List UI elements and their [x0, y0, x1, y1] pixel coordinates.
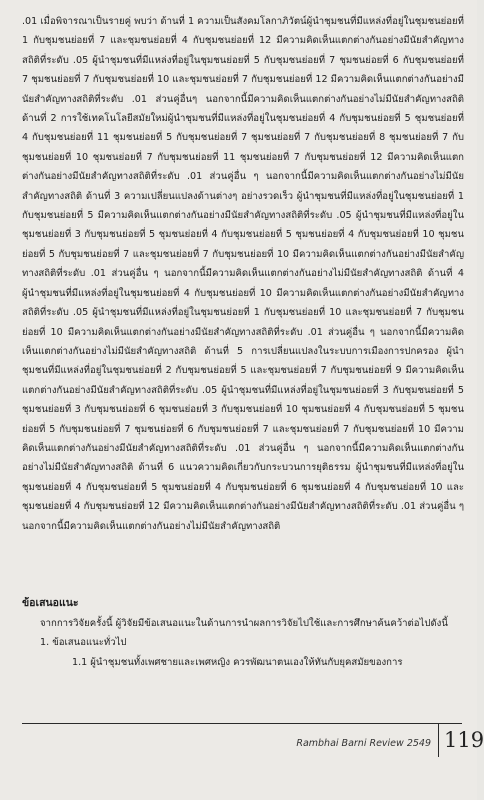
journal-name: Rambhai Barni Review 2549	[296, 738, 431, 749]
footer-divider	[22, 723, 462, 724]
body-paragraph: .01 เมื่อพิจารณาเป็นรายคู่ พบว่า ด้านที่ 1 ความเป็นสังคมโลกาภิวัตน์ผู้นำชุมชนที่มีแหล่งที่อยู่ในชุมชนย่อยที่ 1 กับชุมชนย่อยที่ 7 และชุมชนย่อยที่ 4 กับชุมชนย่อยที่ 12 มีความคิดเห็นแตกต่างกันอย่างมีนัยสำคัญทางสถิติที่ระดับ .05 ผู้นำชุมชนที่มีแหล่งที่อยู่ในชุมชนย่อยที่ 5 กับชุมชนย่อยที่ 7 ชุมชนย่อยที่ 6 กับชุมชนย่อยที่ 7 ชุมชนย่อยที่ 7 กับชุมชนย่อยที่ 10 และชุมชนย่อยที่ 7 กับชุมชนย่อยที่ 12 มีความคิดเห็นแตกต่างกันอย่างมีนัยสำคัญทางสถิติที่ระดับ .01 ส่วนคู่อื่นๆ นอกจากนี้มีความคิดเห็นแตกต่างกันอย่างไม่มีนัยสำคัญทางสถิติ ด้านที่ 2 การใช้เทคโนโลยีสมัยใหม่ผู้นำชุมชนที่มีแหล่งที่อยู่ในชุมชนย่อยที่ 4 กับชุมชนย่อยที่ 5 ชุมชนย่อยที่ 4 กับชุมชนย่อยที่ 11 ชุมชนย่อยที่ 5 กับชุมชนย่อยที่ 7 ชุมชนย่อยที่ 7 กับชุมชนย่อยที่ 8 ชุมชนย่อยที่ 7 กับชุมชนย่อยที่ 10 ชุมชนย่อยที่ 7 กับชุมชนย่อยที่ 11 ชุมชนย่อยที่ 7 กับชุมชนย่อยที่ 12 มีความคิดเห็นแตกต่างกันอย่างมีนัยสำคัญทางสถิติที่ระดับ .01 ส่วนคู่อื่น ๆ นอกจากนี้มีความคิดเห็นแตกต่างกันอย่างไม่มีนัยสำคัญทางสถิติ ด้านที่ 3 ความเปลี่ยนแปลงด้านต่างๆ อย่างรวดเร็ว ผู้นำชุมชนที่มีแหล่งที่อยู่ในชุมชนย่อยที่ 1 กับชุมชนย่อยที่ 5 มีความคิดเห็นแตกต่างกันอย่างมีนัยสำคัญทางสถิติที่ระดับ .05 ผู้นำชุมชนที่มีแหล่งที่อยู่ในชุมชนย่อยที่ 3 กับชุมชนย่อยที่ 5 ชุมชนย่อยที่ 4 กับชุมชนย่อยที่ 5 ชุมชนย่อยที่ 4 กับชุมชนย่อยที่ 10 ชุมชนย่อยที่ 5 กับชุมชนย่อยที่ 7 และชุมชนย่อยที่ 7 กับชุมชนย่อยที่ 10 มีความคิดเห็นแตกต่างกันอย่างมีนัยสำคัญทางสถิติที่ระดับ .01 ส่วนคู่อื่น ๆ นอกจากนี้มีความคิดเห็นแตกต่างกันอย่างไม่มีนัยสำคัญทางสถิติ ด้านที่ 4 ผู้นำชุมชนที่มีแหล่งที่อยู่ในชุมชนย่อยที่ 4 กับชุมชนย่อยที่ 10 มีความคิดเห็นแตกต่างกันอย่างมีนัยสำคัญทางสถิติที่ระดับ .05 ผู้นำชุมชนที่มีแหล่งที่อยู่ในชุมชนย่อยที่ 1 กับชุมชนย่อยที่ 10 และชุมชนย่อยที่ 7 กับชุมชนย่อยที่ 10 มีความคิดเห็นแตกต่างกันอย่างมีนัยสำคัญทางสถิติที่ระดับ .01 ส่วนคู่อื่น ๆ นอกจากนี้มีความคิดเห็นแตกต่างกันอย่างไม่มีนัยสำคัญทางสถิติ ด้านที่ 5 การเปลี่ยนแปลงในระบบการเมืองการปกครอง ผู้นำชุมชนที่มีแหล่งที่อยู่ในชุมชนย่อยที่ 2 กับชุมชนย่อยที่ 5 และชุมชนย่อยที่ 7 กับชุมชนย่อยที่ 9 มีความคิดเห็นแตกต่างกันอย่างมีนัยสำคัญทางสถิติที่ระดับ .05 ผู้นำชุมชนที่มีแหล่งที่อยู่ในชุมชนย่อยที่ 3 กับชุมชนย่อยที่ 5 ชุมชนย่อยที่ 3 กับชุมชนย่อยที่ 6 ชุมชนย่อยที่ 3 กับชุมชนย่อยที่ 10 ชุมชนย่อยที่ 4 กับชุมชนย่อยที่ 5 ชุมชนย่อยที่ 5 กับชุมชนย่อยที่ 7 ชุมชนย่อยที่ 6 กับชุมชนย่อยที่ 7 และชุมชนย่อยที่ 7 กับชุมชนย่อยที่ 10 มีความคิดเห็นแตกต่างกันอย่างมีนัยสำคัญทางสถิติที่ระดับ .01 ส่วนคู่อื่น ๆ นอกจากนี้มีความคิดเห็นแตกต่างกันอย่างไม่มีนัยสำคัญทางสถิติ ด้านที่ 6 แนวความคิดเกี่ยวกับกระบวนการยุติธรรม ผู้นำชุมชนที่มีแหล่งที่อยู่ในชุมชนย่อยที่ 4 กับชุมชนย่อยที่ 5 ชุมชนย่อยที่ 4 กับชุมชนย่อยที่ 6 ชุมชนย่อยที่ 4 กับชุมชนย่อยที่ 10 และชุมชนย่อยที่ 4 กับชุมชนย่อยที่ 12 มีความคิดเห็นแตกต่างกันอย่างมีนัยสำคัญทางสถิติที่ระดับ .01 ส่วนคู่อื่น ๆ นอกจากนี้มีความคิดเห็นแตกต่างกันอย่างไม่มีนัยสำคัญทางสถิติ	[22, 16, 464, 532]
recommendation-item-general: 1. ข้อเสนอแนะทั่วไป	[40, 637, 127, 649]
recommendations-section	[22, 614, 464, 672]
results-section	[22, 12, 464, 536]
recommendation-subitem: 1.1 ผู้นำชุมชนทั้งเพศชายและเพศหญิง ควรพัฒนาตนเองให้ทันกับยุคสมัยของการ	[72, 656, 403, 668]
footer-separator	[438, 723, 439, 757]
recommendations-intro: จากการวิจัยครั้งนี้ ผู้วิจัยมีข้อเสนอแนะในด้านการนำผลการวิจัยไปใช้และการศึกษาค้นคว้าต่อไปดังนี้	[40, 618, 448, 629]
page-number: 119	[444, 728, 484, 752]
recommendations-heading: ข้อเสนอแนะ	[22, 597, 79, 609]
